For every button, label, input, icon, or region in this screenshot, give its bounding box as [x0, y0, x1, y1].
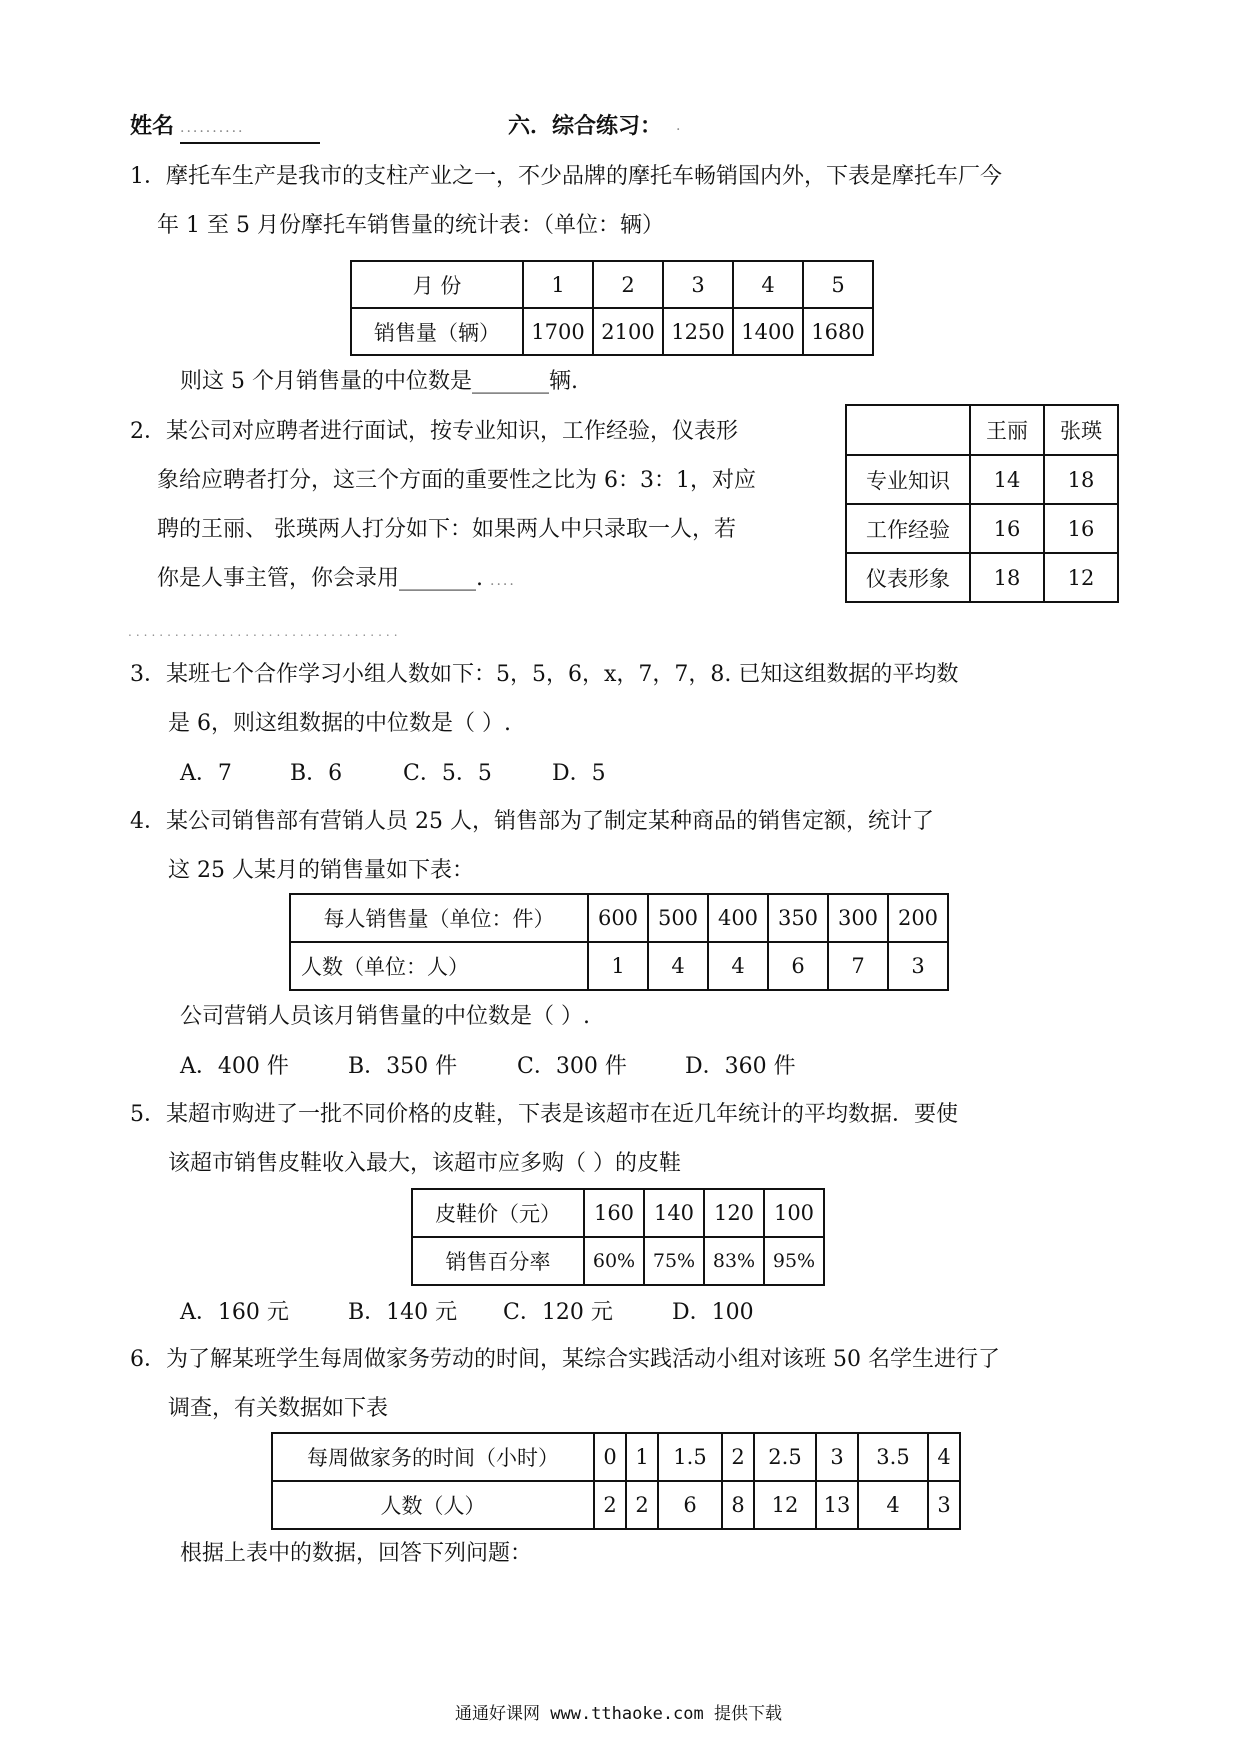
q6-table-header-people: 人数（人）: [272, 1481, 594, 1529]
q1-table-header-sales: 销售量（辆）: [351, 308, 523, 355]
q4-table-cell: 1: [588, 942, 648, 990]
q5-table-cell: 160: [584, 1189, 644, 1237]
q2-table-cell: 16: [970, 504, 1044, 553]
footer-credit: 通通好课网 www.tthaoke.com 提供下载: [455, 1704, 782, 1724]
q2-table-corner: [846, 405, 970, 455]
q5-option-b[interactable]: B．140 元: [348, 1300, 458, 1325]
q4-table-cell: 3: [888, 942, 948, 990]
q5-option-d[interactable]: D．100: [672, 1300, 754, 1325]
q4-option-a[interactable]: A．400 件: [180, 1054, 289, 1079]
q5-price-table: [411, 1188, 825, 1286]
q1-table-cell: 1: [523, 261, 593, 308]
q5-table-cell: 100: [764, 1189, 824, 1237]
q3-line-2: 是 6，则这组数据的中位数是（ ）.: [168, 711, 511, 736]
q6-table-cell: 12: [754, 1481, 816, 1529]
q3-option-b[interactable]: B．6: [290, 761, 343, 786]
q6-housework-table: [271, 1432, 961, 1530]
q3-option-c[interactable]: C．5．5: [403, 761, 492, 786]
q4-table-cell: 350: [768, 894, 828, 942]
q1-table-cell: 2: [593, 261, 663, 308]
q4-table-cell: 200: [888, 894, 948, 942]
section-title: 六．综合练习：: [508, 113, 663, 139]
q3-option-a[interactable]: A．7: [180, 761, 232, 786]
q1-table-cell: 1250: [663, 308, 733, 355]
q5-option-c[interactable]: C．120 元: [503, 1300, 613, 1325]
q1-answer-line: [180, 368, 578, 396]
q6-table-cell: 1: [626, 1433, 658, 1481]
q2-table-header-wangli: 王丽: [970, 405, 1044, 455]
q2-table-cell: 12: [1044, 553, 1118, 602]
q6-table-cell: 3: [816, 1433, 858, 1481]
q1-table-cell: 5: [803, 261, 873, 308]
q4-sales-table: [289, 893, 949, 991]
q6-table-cell: 13: [816, 1481, 858, 1529]
q6-table-cell: 2: [722, 1433, 754, 1481]
q5-line-2: 该超市销售皮鞋收入最大，该超市应多购（ ）的皮鞋: [168, 1151, 681, 1176]
q5-table-cell: 83%: [704, 1237, 764, 1285]
q1-table-cell: 1700: [523, 308, 593, 355]
q6-table-cell: 2: [626, 1481, 658, 1529]
q4-option-d[interactable]: D．360 件: [685, 1054, 796, 1079]
q4-table-cell: 7: [828, 942, 888, 990]
q6-line-1: 6．为了解某班学生每周做家务劳动的时间，某综合实践活动小组对该班 50 名学生进行了: [130, 1347, 1000, 1372]
q2-line-3: 聘的王丽、 张瑛两人打分如下：如果两人中只录取一人，若: [157, 517, 736, 542]
q2-table-cell: 18: [1044, 455, 1118, 504]
q4-table-header-people: 人数（单位：人）: [290, 942, 588, 990]
q2-table-cell: 18: [970, 553, 1044, 602]
q1-line-1: 1．摩托车生产是我市的支柱产业之一，不少品牌的摩托车畅销国内外，下表是摩托车厂今: [130, 164, 1003, 189]
q3-option-d[interactable]: D．5: [552, 761, 606, 786]
q6-line-2: 调查，有关数据如下表: [168, 1396, 389, 1421]
q2-line-4-suffix: .: [476, 566, 484, 591]
q6-table-cell: 1.5: [658, 1433, 722, 1481]
q6-table-cell: 2.5: [754, 1433, 816, 1481]
q2-table-header-zhangying: 张瑛: [1044, 405, 1118, 455]
q4-option-b[interactable]: B．350 件: [348, 1054, 458, 1079]
q4-table-header-volume: 每人销售量（单位：件）: [290, 894, 588, 942]
q1-table-cell: 1680: [803, 308, 873, 355]
q5-table-header-rate: 销售百分率: [412, 1237, 584, 1285]
q2-score-table: [845, 404, 1119, 603]
q2-table-cell: 16: [1044, 504, 1118, 553]
q6-table-header-hours: 每周做家务的时间（小时）: [272, 1433, 594, 1481]
q1-sales-table: [350, 260, 874, 356]
q6-table-cell: 4: [928, 1433, 960, 1481]
q5-table-cell: 140: [644, 1189, 704, 1237]
q4-table-cell: 500: [648, 894, 708, 942]
q2-line-4-prefix: 你是人事主管，你会录用: [157, 566, 400, 591]
q2-separator-dots: ...................................: [128, 625, 402, 639]
q6-table-cell: 6: [658, 1481, 722, 1529]
q6-table-cell: 3.5: [858, 1433, 928, 1481]
q4-question: 公司营销人员该月销售量的中位数是（ ）.: [180, 1004, 590, 1029]
q1-table-cell: 1400: [733, 308, 803, 355]
q6-table-cell: 8: [722, 1481, 754, 1529]
q6-table-cell: 4: [858, 1481, 928, 1529]
q4-table-cell: 4: [648, 942, 708, 990]
q4-table-cell: 600: [588, 894, 648, 942]
q2-table-row-label: 工作经验: [846, 504, 970, 553]
q4-table-cell: 400: [708, 894, 768, 942]
name-field-dots: ..........: [180, 120, 245, 136]
q5-line-1: 5．某超市购进了一批不同价格的皮鞋，下表是该超市在近几年统计的平均数据．要使: [130, 1102, 958, 1127]
q5-table-cell: 60%: [584, 1237, 644, 1285]
q4-table-cell: 6: [768, 942, 828, 990]
q2-line-2: 象给应聘者打分，这三个方面的重要性之比为 6：3：1，对应: [157, 468, 756, 493]
q6-table-cell: 3: [928, 1481, 960, 1529]
q1-table-header-month: 月 份: [351, 261, 523, 308]
q5-option-a[interactable]: A．160 元: [180, 1300, 289, 1325]
q2-line-4-dots: ....: [490, 573, 516, 589]
q4-table-cell: 300: [828, 894, 888, 942]
section-title-dot: .: [676, 118, 683, 134]
q6-table-cell: 2: [594, 1481, 626, 1529]
q2-table-row-label: 仪表形象: [846, 553, 970, 602]
q6-tail-text: 根据上表中的数据，回答下列问题：: [180, 1541, 533, 1566]
q4-line-2: 这 25 人某月的销售量如下表：: [168, 858, 474, 883]
q5-table-cell: 95%: [764, 1237, 824, 1285]
q5-table-header-price: 皮鞋价（元）: [412, 1189, 584, 1237]
q2-line-1: 2．某公司对应聘者进行面试，按专业知识，工作经验，仪表形: [130, 419, 738, 444]
q4-line-1: 4．某公司销售部有营销人员 25 人，销售部为了制定某种商品的销售定额，统计了: [130, 809, 934, 834]
q1-table-cell: 4: [733, 261, 803, 308]
q2-line-4: [157, 565, 516, 595]
name-field[interactable]: [180, 112, 320, 144]
q1-table-cell: 2100: [593, 308, 663, 355]
q5-table-cell: 120: [704, 1189, 764, 1237]
q3-line-1: 3．某班七个合作学习小组人数如下：5，5，6，x，7，7，8. 已知这组数据的平均数: [130, 662, 959, 687]
q2-answer-blank[interactable]: _______: [399, 566, 477, 591]
q2-table-cell: 14: [970, 455, 1044, 504]
q5-table-cell: 75%: [644, 1237, 704, 1285]
q4-option-c[interactable]: C．300 件: [517, 1054, 627, 1079]
q1-answer-suffix: 辆.: [548, 369, 578, 394]
name-label: 姓名: [130, 113, 175, 139]
q1-table-cell: 3: [663, 261, 733, 308]
q2-table-row-label: 专业知识: [846, 455, 970, 504]
q1-answer-prefix: 则这 5 个月销售量的中位数是: [180, 369, 472, 394]
q1-line-2: 年 1 至 5 月份摩托车销售量的统计表：（单位：辆）: [157, 213, 664, 238]
q1-answer-blank[interactable]: _______: [471, 369, 549, 394]
q4-table-cell: 4: [708, 942, 768, 990]
q6-table-cell: 0: [594, 1433, 626, 1481]
